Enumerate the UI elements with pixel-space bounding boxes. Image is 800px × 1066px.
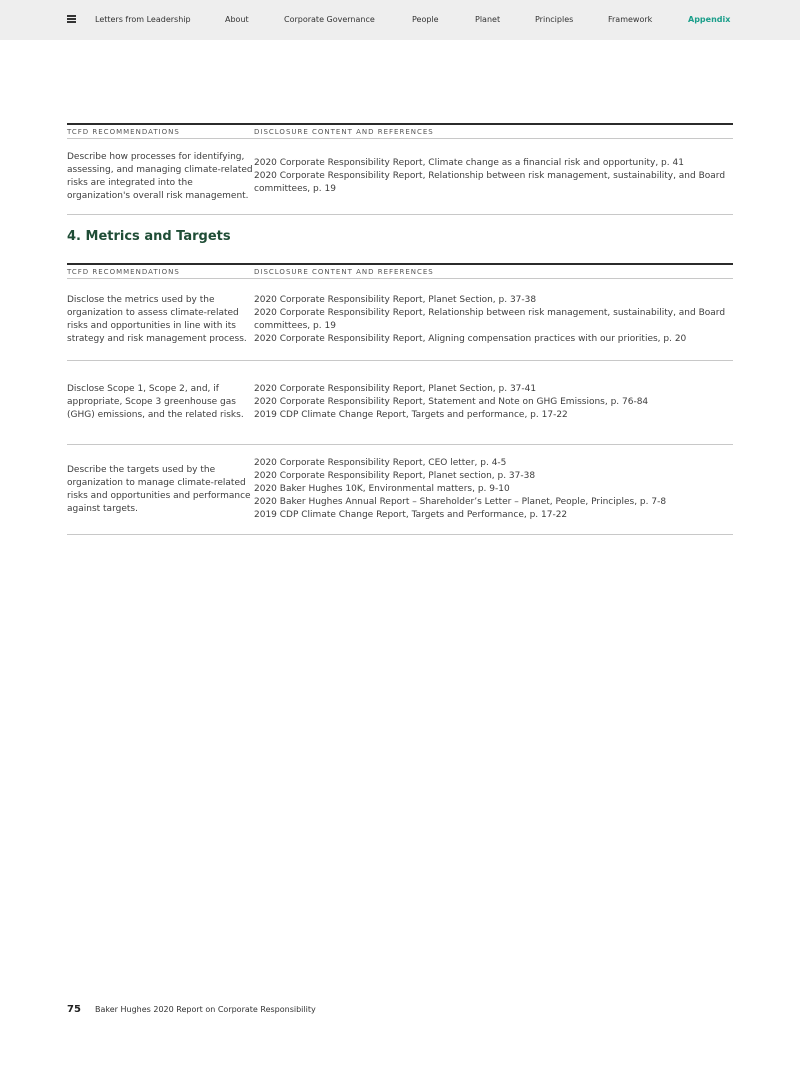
reference-line: 2020 Corporate Responsibility Report, Planet section, p. 37-38 xyxy=(254,471,536,481)
reference-line: 2020 Corporate Responsibility Report, CEO letter, p. 4-5 xyxy=(254,458,507,468)
reference-line: 2020 Corporate Responsibility Report, Climate change as a financial risk and opportunity, p. 41 xyxy=(254,158,684,168)
column-header-recommendations: TCFD RECOMMENDATIONS xyxy=(67,124,254,139)
metrics-targets-table xyxy=(67,263,733,535)
reference-line: 2020 Corporate Responsibility Report, Aligning compensation practices with our priorities, p. 20 xyxy=(254,333,687,344)
nav-principles[interactable]: Principles xyxy=(535,15,574,24)
column-header-disclosures: DISCLOSURE CONTENT AND REFERENCES xyxy=(254,264,733,279)
menu-icon[interactable] xyxy=(67,15,76,23)
nav-appendix[interactable]: Appendix xyxy=(688,15,731,24)
nav-corporate-governance[interactable]: Corporate Governance xyxy=(284,15,375,24)
nav-planet[interactable]: Planet xyxy=(475,15,501,24)
reference-line: 2020 Corporate Responsibility Report, Relationship between risk management, sustainability, and Board committees, p. 19 xyxy=(254,307,726,331)
reference-line: 2019 CDP Climate Change Report, Targets and Performance, p. 17-22 xyxy=(254,510,568,520)
nav-framework[interactable]: Framework xyxy=(608,15,653,24)
reference-line: 2020 Corporate Responsibility Report, Planet Section, p. 37-41 xyxy=(254,384,537,394)
risk-management-table xyxy=(67,123,733,215)
page-number: 75 xyxy=(67,1004,81,1015)
report-title: Baker Hughes 2020 Report on Corporate Responsibility xyxy=(95,1005,316,1014)
nav-people[interactable]: People xyxy=(412,15,439,24)
references-cell xyxy=(254,445,733,535)
recommendation-text: Describe how processes for identifying, assessing, and managing climate-related risks are integrated into the organization's overall risk management. xyxy=(67,139,254,215)
recommendation-text: Describe the targets used by the organization to manage climate-related risks and opportunities and performance against targets. xyxy=(67,445,254,535)
reference-line: 2020 Baker Hughes Annual Report – Shareholder’s Letter – Planet, People, Principles, p. 7-8 xyxy=(254,497,667,507)
reference-line: 2020 Corporate Responsibility Report, Planet Section, p. 37-38 xyxy=(254,294,537,305)
table-row xyxy=(67,445,733,535)
column-header-recommendations: TCFD RECOMMENDATIONS xyxy=(67,264,254,279)
references-cell xyxy=(254,139,733,215)
references-cell xyxy=(254,361,733,445)
table-row xyxy=(67,279,733,361)
table-row xyxy=(67,361,733,445)
page-footer xyxy=(67,1004,316,1015)
nav-letters-from-leadership[interactable]: Letters from Leadership xyxy=(95,15,191,24)
reference-line: 2020 Baker Hughes 10K, Environmental matters, p. 9-10 xyxy=(254,484,510,494)
recommendation-text: Disclose Scope 1, Scope 2, and, if appropriate, Scope 3 greenhouse gas (GHG) emissions, and the related risks. xyxy=(67,361,254,445)
reference-line: 2019 CDP Climate Change Report, Targets and performance, p. 17-22 xyxy=(254,410,568,420)
top-navigation xyxy=(0,0,800,40)
reference-line: 2020 Corporate Responsibility Report, Relationship between risk management, sustainability, and Board committees, p. 19 xyxy=(254,171,726,194)
column-header-disclosures: DISCLOSURE CONTENT AND REFERENCES xyxy=(254,124,733,139)
section-heading: 4. Metrics and Targets xyxy=(67,229,231,244)
reference-line: 2020 Corporate Responsibility Report, Statement and Note on GHG Emissions, p. 76-84 xyxy=(254,397,649,407)
table-row xyxy=(67,139,733,215)
nav-about[interactable]: About xyxy=(225,15,249,24)
recommendation-text: Disclose the metrics used by the organization to assess climate-related risks and opportunities in line with its strategy and risk management process. xyxy=(67,279,254,361)
references-cell xyxy=(254,279,733,361)
